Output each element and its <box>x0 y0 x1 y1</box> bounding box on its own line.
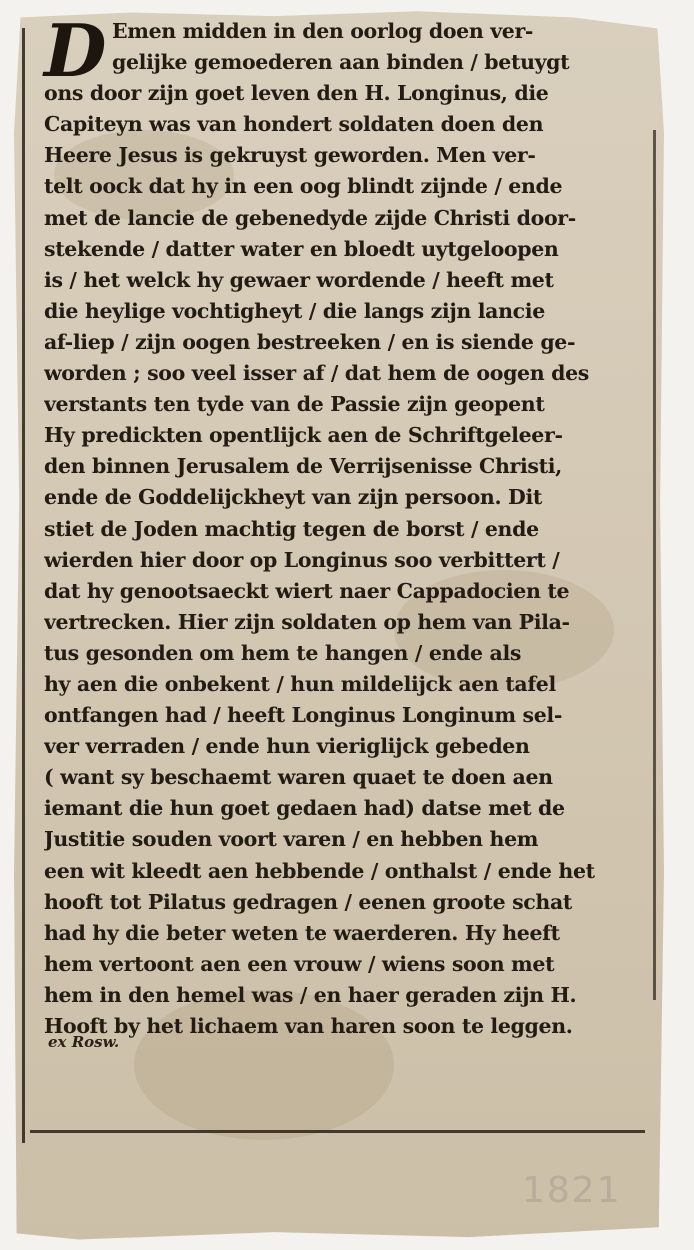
text-line: ontfangen had / heeft Longinus Longinum sel- <box>44 703 563 728</box>
text-line: ( want sy beschaemt waren quaet te doen aen <box>44 765 553 790</box>
text-line: ende de Goddelijckheyt van zijn persoon. Dit <box>44 485 543 510</box>
text-line: hy aen die onbekent / hun mildelijck aen tafel <box>44 671 556 696</box>
left-border-rule <box>22 28 25 1143</box>
text-line: af-liep / zijn oogen bestreeken / en is siende ge- <box>44 329 576 354</box>
text-line: iemant die hun goet gedaen had) datse met de <box>44 796 565 821</box>
text-line: die heylige vochtigheyt / die langs zijn lancie <box>44 298 545 323</box>
text-line: Capiteyn was van hondert soldaten doen den <box>44 112 544 137</box>
text-line: is / het welck hy gewaer wordende / heeft met <box>44 267 554 292</box>
text-line: gelijke gemoederen aan binden / betuygt <box>112 50 570 75</box>
text-line: hem in den hemel was / en haer geraden zijn H. <box>44 982 577 1007</box>
text-line: den binnen Jerusalem de Verrijsenisse Christi, <box>44 454 562 479</box>
text-line: stekende / datter water en bloedt uytgeloopen <box>44 236 559 261</box>
decorated-initial: D <box>44 8 107 93</box>
archive-number-stamp: 1821 <box>522 1170 622 1211</box>
text-line: hem vertoont aen een vrouw / wiens soon met <box>44 951 555 976</box>
text-line: vertrecken. Hier zijn soldaten op hem van Pila- <box>44 609 570 634</box>
text-line: ons door zijn goet leven den H. Longinus, die <box>44 81 549 106</box>
text-line: dat hy genootsaeckt wiert naer Cappadocien te <box>44 578 570 603</box>
text-line: Emen midden in den oorlog doen ver- <box>112 19 534 43</box>
source-citation: ex Rosw. <box>48 1033 120 1051</box>
text-line: tus gesonden om hem te hangen / ende als <box>44 640 522 665</box>
text-line: een wit kleedt aen hebbende / onthalst / ende het <box>44 858 595 883</box>
text-line: telt oock dat hy in een oog blindt zijnde / ende <box>44 174 563 199</box>
bottom-rule <box>30 1130 645 1133</box>
text-line: worden ; soo veel isser af / dat hem de oogen des <box>44 361 589 386</box>
text-line: stiet de Joden machtig tegen de borst / ende <box>44 516 539 541</box>
text-line: verstants ten tyde van de Passie zijn geopent <box>44 392 545 417</box>
text-line: Heere Jesus is gekruyst geworden. Men ver- <box>44 143 536 168</box>
text-line: Hooft by het lichaem van haren soon te leggen. <box>44 1014 573 1038</box>
text-line: Justitie souden voort varen / en hebben hem <box>44 827 539 852</box>
text-line: wierden hier door op Longinus soo verbittert / <box>44 547 560 572</box>
text-line: hooft tot Pilatus gedragen / eenen groote schat <box>44 889 573 914</box>
text-line: Hy predickten opentlijck aen de Schriftgeleer- <box>44 423 563 448</box>
article-body <box>44 8 660 1042</box>
text-line: met de lancie de gebenedyde zijde Christi door- <box>44 205 576 230</box>
text-line: had hy die beter weten te waerderen. Hy heeft <box>44 920 560 945</box>
text-line: ver verraden / ende hun vieriglijck gebeden <box>44 734 530 759</box>
